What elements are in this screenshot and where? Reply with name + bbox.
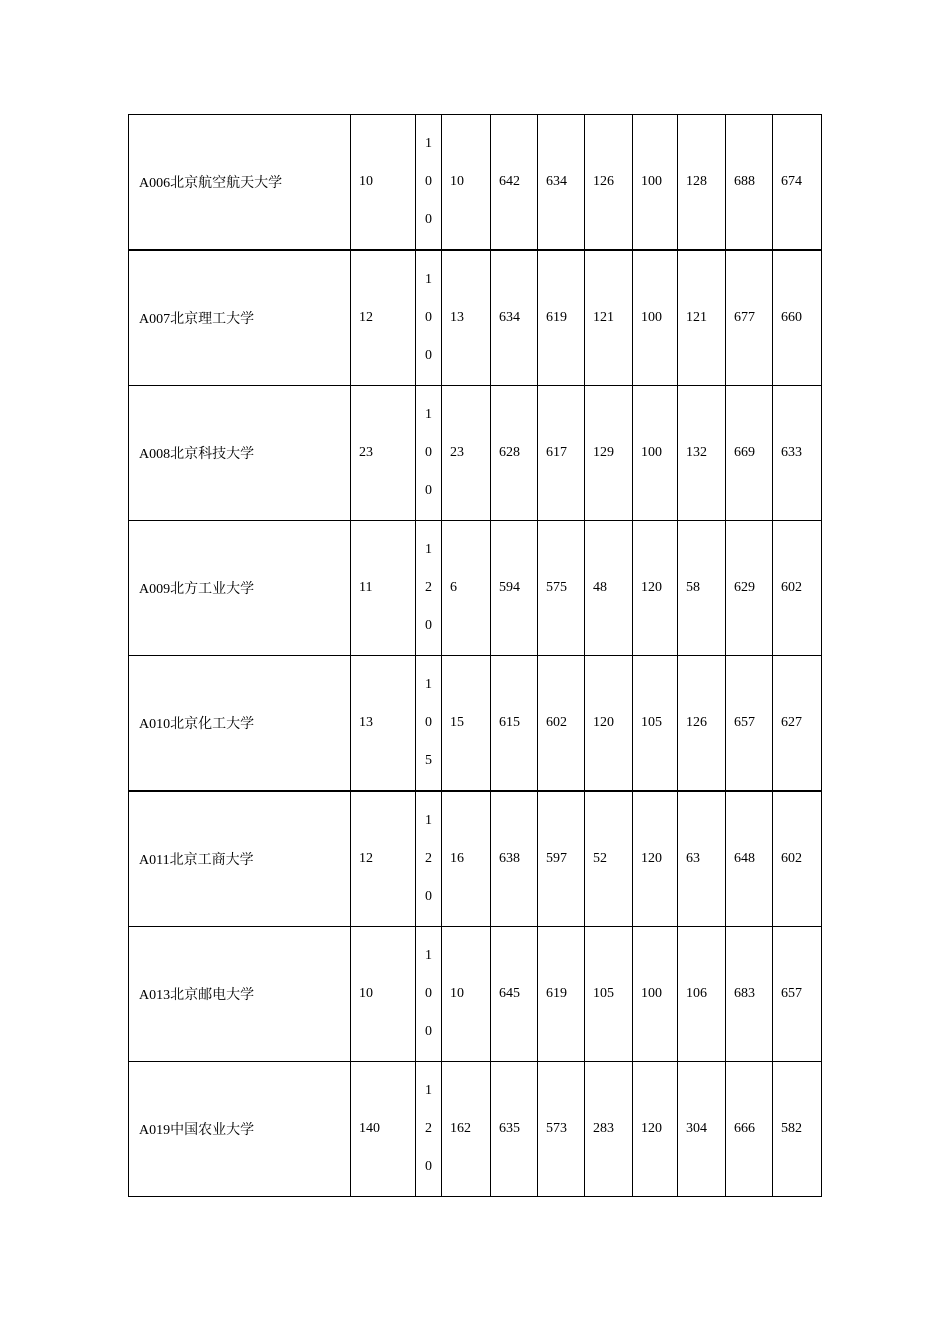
- value-cell-c7: 105: [633, 656, 678, 792]
- value-cell-c3: 16: [442, 791, 491, 927]
- vertical-digits: [416, 949, 441, 1039]
- value-cell-c1: 11: [351, 521, 416, 656]
- vertical-digit: 0: [425, 1159, 432, 1174]
- vertical-digit: 0: [425, 889, 432, 904]
- value-cell-c8: 63: [678, 791, 726, 927]
- value-cell-c10: 633: [773, 386, 822, 521]
- value-cell-c5: 573: [538, 1062, 585, 1197]
- vertical-digits: [416, 678, 441, 768]
- table-row: [129, 115, 822, 251]
- value-cell-c10: 657: [773, 927, 822, 1062]
- vertical-value-cell: [416, 250, 442, 386]
- value-cell-c9: 669: [726, 386, 773, 521]
- value-cell-c4: 634: [491, 250, 538, 386]
- value-cell-c3: 10: [442, 927, 491, 1062]
- table-row: [129, 1062, 822, 1197]
- vertical-digits: [416, 543, 441, 633]
- vertical-value-cell: [416, 927, 442, 1062]
- vertical-value-cell: [416, 1062, 442, 1197]
- table-row: [129, 656, 822, 792]
- vertical-digit: 1: [425, 542, 432, 557]
- vertical-value-cell: [416, 386, 442, 521]
- vertical-digit: 0: [425, 1024, 432, 1039]
- value-cell-c1: 10: [351, 115, 416, 251]
- value-cell-c7: 100: [633, 386, 678, 521]
- value-cell-c5: 617: [538, 386, 585, 521]
- value-cell-c7: 100: [633, 927, 678, 1062]
- value-cell-c8: 58: [678, 521, 726, 656]
- vertical-digit: 2: [425, 580, 432, 595]
- value-cell-c9: 657: [726, 656, 773, 792]
- table-row: [129, 521, 822, 656]
- value-cell-c9: 648: [726, 791, 773, 927]
- vertical-digit: 2: [425, 851, 432, 866]
- value-cell-c10: 602: [773, 791, 822, 927]
- value-cell-c6: 48: [585, 521, 633, 656]
- value-cell-c10: 660: [773, 250, 822, 386]
- value-cell-c4: 635: [491, 1062, 538, 1197]
- vertical-digits: [416, 408, 441, 498]
- vertical-digits: [416, 137, 441, 227]
- value-cell-c5: 602: [538, 656, 585, 792]
- value-cell-c4: 615: [491, 656, 538, 792]
- value-cell-c1: 12: [351, 250, 416, 386]
- vertical-digit: 2: [425, 1121, 432, 1136]
- vertical-value-cell: [416, 521, 442, 656]
- value-cell-c4: 645: [491, 927, 538, 1062]
- school-name-cell: A013北京邮电大学: [129, 927, 351, 1062]
- value-cell-c6: 126: [585, 115, 633, 251]
- value-cell-c1: 12: [351, 791, 416, 927]
- vertical-digit: 1: [425, 272, 432, 287]
- value-cell-c1: 13: [351, 656, 416, 792]
- vertical-digit: 0: [425, 483, 432, 498]
- value-cell-c5: 597: [538, 791, 585, 927]
- table-row: [129, 927, 822, 1062]
- table-body: [129, 115, 822, 1197]
- value-cell-c9: 666: [726, 1062, 773, 1197]
- school-name-cell: A007北京理工大学: [129, 250, 351, 386]
- school-name-cell: A009北方工业大学: [129, 521, 351, 656]
- value-cell-c8: 121: [678, 250, 726, 386]
- vertical-digit: 0: [425, 212, 432, 227]
- value-cell-c6: 120: [585, 656, 633, 792]
- value-cell-c4: 628: [491, 386, 538, 521]
- value-cell-c10: 674: [773, 115, 822, 251]
- table-row: [129, 250, 822, 386]
- value-cell-c4: 594: [491, 521, 538, 656]
- value-cell-c7: 120: [633, 1062, 678, 1197]
- vertical-digit: 1: [425, 813, 432, 828]
- value-cell-c9: 683: [726, 927, 773, 1062]
- value-cell-c9: 677: [726, 250, 773, 386]
- vertical-digit: 1: [425, 948, 432, 963]
- vertical-digits: [416, 1084, 441, 1174]
- admission-score-table: [128, 114, 822, 1197]
- value-cell-c8: 126: [678, 656, 726, 792]
- value-cell-c5: 619: [538, 250, 585, 386]
- vertical-digit: 0: [425, 715, 432, 730]
- value-cell-c10: 582: [773, 1062, 822, 1197]
- vertical-value-cell: [416, 115, 442, 251]
- table-row: [129, 386, 822, 521]
- value-cell-c3: 6: [442, 521, 491, 656]
- value-cell-c3: 10: [442, 115, 491, 251]
- value-cell-c10: 627: [773, 656, 822, 792]
- value-cell-c7: 120: [633, 791, 678, 927]
- vertical-digit: 1: [425, 677, 432, 692]
- value-cell-c5: 619: [538, 927, 585, 1062]
- value-cell-c7: 100: [633, 250, 678, 386]
- school-name-cell: A006北京航空航天大学: [129, 115, 351, 251]
- value-cell-c4: 638: [491, 791, 538, 927]
- value-cell-c8: 106: [678, 927, 726, 1062]
- vertical-digit: 0: [425, 174, 432, 189]
- value-cell-c3: 13: [442, 250, 491, 386]
- vertical-value-cell: [416, 656, 442, 792]
- value-cell-c5: 634: [538, 115, 585, 251]
- vertical-digit: 0: [425, 310, 432, 325]
- value-cell-c3: 23: [442, 386, 491, 521]
- value-cell-c1: 10: [351, 927, 416, 1062]
- vertical-digit: 0: [425, 445, 432, 460]
- value-cell-c9: 629: [726, 521, 773, 656]
- value-cell-c6: 105: [585, 927, 633, 1062]
- value-cell-c7: 100: [633, 115, 678, 251]
- school-name-cell: A008北京科技大学: [129, 386, 351, 521]
- value-cell-c8: 304: [678, 1062, 726, 1197]
- value-cell-c6: 283: [585, 1062, 633, 1197]
- school-name-cell: A010北京化工大学: [129, 656, 351, 792]
- value-cell-c9: 688: [726, 115, 773, 251]
- value-cell-c3: 162: [442, 1062, 491, 1197]
- vertical-digit: 0: [425, 348, 432, 363]
- vertical-value-cell: [416, 791, 442, 927]
- school-name-cell: A011北京工商大学: [129, 791, 351, 927]
- value-cell-c7: 120: [633, 521, 678, 656]
- vertical-digit: 1: [425, 407, 432, 422]
- vertical-digit: 1: [425, 1083, 432, 1098]
- table-row: [129, 791, 822, 927]
- value-cell-c6: 129: [585, 386, 633, 521]
- vertical-digits: [416, 273, 441, 363]
- school-name-cell: A019中国农业大学: [129, 1062, 351, 1197]
- vertical-digit: 0: [425, 618, 432, 633]
- value-cell-c6: 121: [585, 250, 633, 386]
- value-cell-c3: 15: [442, 656, 491, 792]
- value-cell-c8: 132: [678, 386, 726, 521]
- value-cell-c5: 575: [538, 521, 585, 656]
- value-cell-c8: 128: [678, 115, 726, 251]
- value-cell-c1: 23: [351, 386, 416, 521]
- vertical-digit: 0: [425, 986, 432, 1001]
- vertical-digit: 1: [425, 136, 432, 151]
- value-cell-c6: 52: [585, 791, 633, 927]
- vertical-digits: [416, 814, 441, 904]
- value-cell-c1: 140: [351, 1062, 416, 1197]
- value-cell-c10: 602: [773, 521, 822, 656]
- value-cell-c4: 642: [491, 115, 538, 251]
- vertical-digit: 5: [425, 753, 432, 768]
